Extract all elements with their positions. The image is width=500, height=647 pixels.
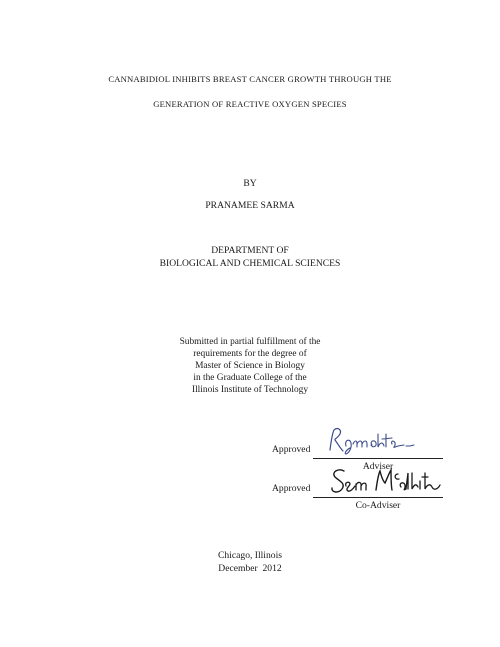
thesis-title-line-2: GENERATION OF REACTIVE OXYGEN SPECIES xyxy=(153,99,347,109)
by-label: BY xyxy=(243,178,257,189)
submission-line-2: requirements for the degree of xyxy=(193,349,307,359)
department-line-1: DEPARTMENT OF xyxy=(211,245,289,256)
author-name: PRANAMEE SARMA xyxy=(205,200,295,211)
approved-label-adviser: Approved xyxy=(272,444,311,455)
submission-line-1: Submitted in partial fulfillment of the xyxy=(179,337,321,347)
approved-label-co-adviser: Approved xyxy=(272,483,311,494)
adviser-signature-line xyxy=(313,458,443,459)
location: Chicago, Illinois xyxy=(218,550,282,561)
submission-line-5: Illinois Institute of Technology xyxy=(191,385,309,395)
adviser-signature xyxy=(322,426,432,456)
adviser-role: Adviser xyxy=(362,461,394,472)
submission-line-4: in the Graduate College of the xyxy=(193,373,307,383)
co-adviser-signature-line xyxy=(313,497,443,498)
co-adviser-signature xyxy=(328,465,453,497)
submission-date: December 2012 xyxy=(218,563,282,574)
submission-line-3: Master of Science in Biology xyxy=(195,361,305,371)
co-adviser-role: Co-Adviser xyxy=(355,500,401,511)
thesis-title-line-1: CANNABIDIOL INHIBITS BREAST CANCER GROWTH THROUGH THE xyxy=(108,74,392,84)
department-line-2: BIOLOGICAL AND CHEMICAL SCIENCES xyxy=(159,258,341,269)
